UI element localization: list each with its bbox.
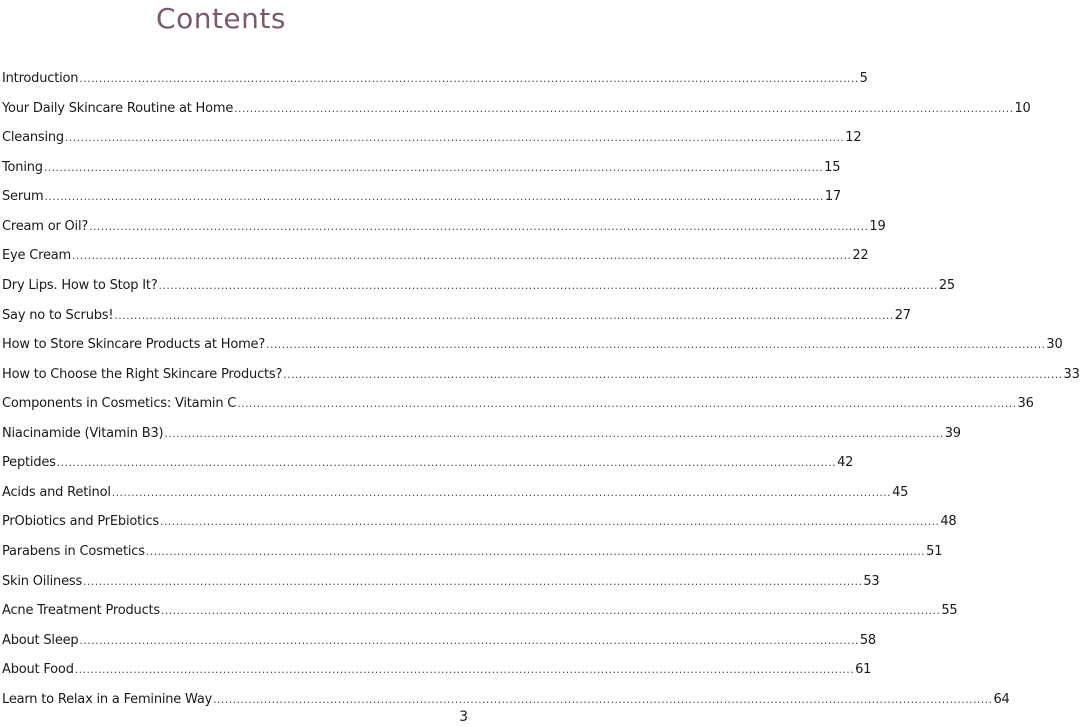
toc-entry[interactable] bbox=[2, 334, 1063, 364]
toc-entry-page: 39 bbox=[944, 425, 961, 441]
dot-leader: ........................................................................................................................................................................................................ bbox=[237, 397, 1017, 411]
toc-entry-label: Parabens in Cosmetics bbox=[2, 544, 145, 559]
toc-entry[interactable] bbox=[2, 68, 868, 98]
toc-entry-page: 33 bbox=[1063, 366, 1080, 382]
toc-entry-page: 12 bbox=[845, 130, 862, 146]
toc-entry-page: 17 bbox=[824, 189, 841, 205]
toc-entry[interactable] bbox=[2, 216, 886, 246]
toc-entry-label: How to Choose the Right Skincare Products? bbox=[2, 366, 283, 382]
toc-entry-page: 30 bbox=[1046, 337, 1063, 353]
toc-entry-page: 22 bbox=[852, 248, 869, 264]
toc-entry-page: 25 bbox=[938, 277, 956, 293]
toc-entry-page: 15 bbox=[824, 159, 841, 175]
page-title: Contents bbox=[156, 2, 286, 35]
toc-entry-label: Components in Cosmetics: Vitamin C bbox=[2, 396, 237, 412]
toc-entry[interactable] bbox=[2, 245, 869, 275]
toc-entry-label: Niacinamide (Vitamin B3) bbox=[2, 425, 164, 441]
toc-entry-label: Acids and Retinol bbox=[2, 484, 111, 500]
toc-entry-label: About Food bbox=[2, 662, 74, 678]
toc-entry[interactable] bbox=[2, 689, 1010, 719]
toc-entry[interactable] bbox=[2, 423, 961, 453]
toc-entry-page: 55 bbox=[941, 603, 958, 619]
dot-leader: ........................................................................................................................................................................................................ bbox=[159, 515, 940, 529]
toc-entry[interactable] bbox=[2, 630, 876, 660]
dot-leader: ........................................................................................................................................................................................................ bbox=[83, 574, 863, 588]
dot-leader: ........................................................................................................................................................................................................ bbox=[145, 545, 926, 558]
dot-leader: ........................................................................................................................................................................................................ bbox=[56, 456, 837, 470]
toc-entry-label: Learn to Relax in a Feminine Way bbox=[2, 691, 213, 707]
toc-entry[interactable] bbox=[2, 659, 872, 689]
dot-leader: ........................................................................................................................................................................................................ bbox=[74, 663, 855, 677]
toc-entry-page: 42 bbox=[837, 455, 854, 471]
toc-entry-label: Cream or Oil? bbox=[2, 218, 89, 234]
toc-entry[interactable] bbox=[2, 571, 880, 601]
dot-leader: ........................................................................................................................................................................................................ bbox=[44, 190, 824, 204]
toc-entry-page: 61 bbox=[855, 662, 872, 678]
toc-entry[interactable] bbox=[2, 157, 841, 187]
toc-entry-page: 53 bbox=[863, 573, 880, 589]
toc-entry[interactable] bbox=[2, 127, 862, 157]
dot-leader: ........................................................................................................................................................................................................ bbox=[111, 485, 892, 499]
toc-entry-label: Cleansing bbox=[2, 130, 64, 146]
toc-entry-page: 36 bbox=[1017, 396, 1034, 412]
toc-entry[interactable] bbox=[2, 98, 1031, 128]
toc-entry[interactable] bbox=[2, 600, 958, 630]
toc-entry-page: 10 bbox=[1014, 100, 1031, 116]
dot-leader: ........................................................................................................................................................................................................ bbox=[266, 338, 1046, 352]
toc-entry-label: Introduction bbox=[2, 71, 79, 86]
dot-leader: ........................................................................................................................................................................................................ bbox=[64, 131, 845, 145]
toc-entry-label: About Sleep bbox=[2, 632, 79, 648]
toc-entry-page: 48 bbox=[940, 514, 957, 530]
toc-entry-label: Acne Treatment Products bbox=[2, 603, 160, 619]
dot-leader: ........................................................................................................................................................................................................ bbox=[43, 160, 824, 174]
toc-entry-label: PrObiotics and PrEbiotics bbox=[2, 514, 159, 530]
dot-leader: ........................................................................................................................................................................................................ bbox=[72, 249, 852, 263]
toc-entry-page: 64 bbox=[993, 691, 1010, 707]
dot-leader: ........................................................................................................................................................................................................ bbox=[283, 367, 1063, 381]
page-number: 3 bbox=[459, 709, 468, 725]
toc-entry-page: 19 bbox=[869, 218, 886, 234]
table-of-contents bbox=[2, 68, 1080, 718]
toc-entry-label: Peptides bbox=[2, 455, 56, 471]
toc-entry[interactable] bbox=[2, 393, 1034, 423]
toc-entry-page: 51 bbox=[926, 544, 943, 559]
toc-entry[interactable] bbox=[2, 482, 909, 512]
dot-leader: ........................................................................................................................................................................................................ bbox=[161, 604, 941, 618]
dot-leader: ........................................................................................................................................................................................................ bbox=[213, 692, 993, 706]
toc-entry-page: 45 bbox=[892, 484, 909, 500]
toc-entry-page: 5 bbox=[859, 71, 868, 86]
toc-entry-label: Skin Oiliness bbox=[2, 573, 83, 589]
toc-entry-label: Your Daily Skincare Routine at Home bbox=[2, 100, 234, 116]
toc-entry[interactable] bbox=[2, 275, 956, 305]
toc-entry-label: Serum bbox=[2, 189, 44, 205]
toc-entry[interactable] bbox=[2, 511, 957, 541]
toc-entry-label: How to Store Skincare Products at Home? bbox=[2, 337, 266, 353]
toc-entry-label: Say no to Scrubs! bbox=[2, 307, 114, 323]
toc-entry-label: Eye Cream bbox=[2, 248, 72, 264]
dot-leader: ........................................................................................................................................................................................................ bbox=[79, 633, 859, 647]
dot-leader: ........................................................................................................................................................................................................ bbox=[114, 308, 894, 322]
toc-entry[interactable] bbox=[2, 305, 911, 335]
dot-leader: ........................................................................................................................................................................................................ bbox=[234, 101, 1014, 115]
toc-entry[interactable] bbox=[2, 452, 854, 482]
dot-leader: ........................................................................................................................................................................................................ bbox=[89, 219, 869, 233]
toc-entry[interactable] bbox=[2, 541, 943, 571]
toc-entry[interactable] bbox=[2, 186, 841, 216]
toc-entry-label: Dry Lips. How to Stop It? bbox=[2, 277, 158, 293]
dot-leader: ........................................................................................................................................................................................................ bbox=[158, 278, 938, 292]
toc-entry-page: 27 bbox=[894, 307, 911, 323]
toc-entry[interactable] bbox=[2, 364, 1080, 394]
toc-entry-label: Toning bbox=[2, 159, 43, 175]
toc-entry-page: 58 bbox=[859, 632, 876, 648]
dot-leader: ........................................................................................................................................................................................................ bbox=[79, 72, 859, 85]
dot-leader: ........................................................................................................................................................................................................ bbox=[164, 426, 944, 440]
